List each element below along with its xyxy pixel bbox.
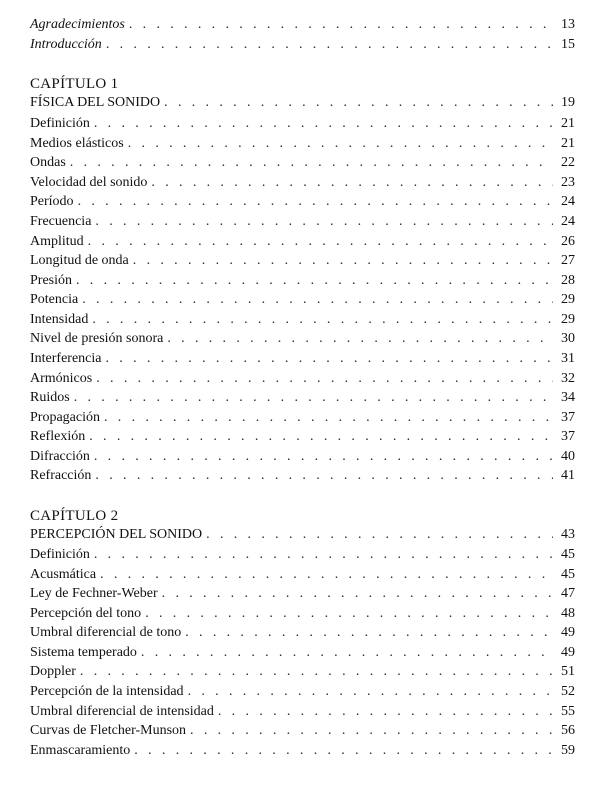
dot-leader	[95, 212, 553, 231]
toc-entry[interactable]	[30, 369, 575, 388]
toc-entry-page: 29	[561, 312, 575, 327]
dot-leader	[167, 329, 553, 348]
toc-entry-title: Reflexión	[30, 429, 86, 444]
toc-entry-title: Sistema temperado	[30, 645, 137, 660]
toc-entry-page: 41	[561, 468, 575, 483]
toc-entry[interactable]	[30, 662, 575, 681]
toc-entry-page: 27	[561, 253, 575, 268]
dot-leader	[76, 271, 553, 290]
toc-entry-page: 21	[561, 116, 575, 131]
toc-entry-title: Frecuencia	[30, 214, 92, 229]
toc-entry[interactable]	[30, 408, 575, 427]
toc-entry-title: Definición	[30, 547, 90, 562]
chapter-title: PERCEPCIÓN DEL SONIDO	[30, 527, 203, 542]
toc-entry-page: 15	[561, 37, 575, 52]
toc-entry-page: 45	[561, 547, 575, 562]
toc-entry-title: Armónicos	[30, 371, 93, 386]
toc-entry-title: Ondas	[30, 155, 66, 170]
dot-leader	[94, 447, 553, 466]
toc-entry-title: Umbral diferencial de intensidad	[30, 704, 214, 719]
toc-entry[interactable]	[30, 466, 575, 485]
dot-leader	[134, 741, 553, 760]
toc-entry-page: 24	[561, 194, 575, 209]
toc-entry-page: 59	[561, 743, 575, 758]
toc-entry[interactable]	[30, 271, 575, 290]
toc-entry-title: Doppler	[30, 664, 76, 679]
chapter-title-entry[interactable]	[30, 525, 575, 544]
dot-leader	[162, 584, 553, 603]
dot-leader	[96, 369, 553, 388]
dot-leader	[94, 545, 553, 564]
toc-entry-page: 52	[561, 684, 575, 699]
dot-leader	[218, 702, 553, 721]
toc-entry-title: Difracción	[30, 449, 90, 464]
toc-entry-page: 22	[561, 155, 575, 170]
dot-leader	[70, 153, 553, 172]
toc-entry-page: 40	[561, 449, 575, 464]
toc-entry-title: Nivel de presión sonora	[30, 331, 164, 346]
dot-leader	[106, 35, 553, 54]
toc-entry-title: Presión	[30, 273, 72, 288]
toc-entry-page: 49	[561, 645, 575, 660]
toc-entry-title: Ley de Fechner-Weber	[30, 586, 158, 601]
dot-leader	[80, 662, 553, 681]
toc-entry-title: Propagación	[30, 410, 100, 425]
toc-entry-title: Introducción	[30, 37, 102, 52]
toc-entry-title: Período	[30, 194, 74, 209]
toc-entry-page: 13	[561, 17, 575, 32]
toc-entry[interactable]	[30, 565, 575, 584]
toc-entry[interactable]	[30, 604, 575, 623]
toc-entry-page: 31	[561, 351, 575, 366]
toc-entry-page: 21	[561, 136, 575, 151]
toc-entry-title: Percepción de la intensidad	[30, 684, 184, 699]
toc-entry[interactable]	[30, 310, 575, 329]
chapter-heading: CAPÍTULO 2	[30, 508, 119, 524]
dot-leader	[95, 466, 553, 485]
toc-entry[interactable]	[30, 134, 575, 153]
chapter-heading: CAPÍTULO 1	[30, 76, 119, 92]
dot-leader	[128, 134, 553, 153]
toc-entry-title: Longitud de onda	[30, 253, 129, 268]
toc-entry[interactable]	[30, 388, 575, 407]
dot-leader	[133, 251, 553, 270]
toc-entry[interactable]	[30, 702, 575, 721]
toc-entry-page: 47	[561, 586, 575, 601]
toc-entry-title: Medios elásticos	[30, 136, 124, 151]
toc-entry-page: 37	[561, 410, 575, 425]
toc-entry-page: 56	[561, 723, 575, 738]
toc-entry[interactable]	[30, 290, 575, 309]
dot-leader	[185, 623, 553, 642]
toc-entry[interactable]	[30, 15, 575, 34]
toc-entry-title: Percepción del tono	[30, 606, 142, 621]
dot-leader	[89, 427, 553, 446]
dot-leader	[190, 721, 553, 740]
toc-entry-page: 51	[561, 664, 575, 679]
toc-entry-title: Acusmática	[30, 567, 97, 582]
toc-entry[interactable]	[30, 153, 575, 172]
dot-leader	[206, 525, 553, 544]
toc-entry-title: Enmascaramiento	[30, 743, 131, 758]
toc-entry-title: Potencia	[30, 292, 79, 307]
toc-entry[interactable]	[30, 427, 575, 446]
toc-entry[interactable]	[30, 682, 575, 701]
toc-entry-page: 32	[561, 371, 575, 386]
dot-leader	[100, 565, 553, 584]
toc-entry-page: 30	[561, 331, 575, 346]
toc-entry[interactable]	[30, 721, 575, 740]
toc-entry-title: Intensidad	[30, 312, 89, 327]
toc-entry[interactable]	[30, 173, 575, 192]
dot-leader	[88, 232, 553, 251]
toc-entry-page: 48	[561, 606, 575, 621]
chapter-title-entry[interactable]	[30, 93, 575, 112]
dot-leader	[141, 643, 553, 662]
chapter-title-page: 19	[561, 95, 575, 110]
dot-leader	[188, 682, 553, 701]
toc-entry-title: Amplitud	[30, 234, 84, 249]
toc-entry[interactable]	[30, 545, 575, 564]
toc-entry[interactable]	[30, 643, 575, 662]
toc-entry[interactable]	[30, 741, 575, 760]
dot-leader	[145, 604, 553, 623]
toc-entry-title: Curvas de Fletcher-Munson	[30, 723, 187, 738]
dot-leader	[92, 310, 553, 329]
toc-entry-page: 37	[561, 429, 575, 444]
toc-entry[interactable]	[30, 35, 575, 54]
dot-leader	[78, 192, 553, 211]
dot-leader	[104, 408, 553, 427]
toc-entry-page: 45	[561, 567, 575, 582]
dot-leader	[106, 349, 554, 368]
toc-entry[interactable]	[30, 251, 575, 270]
toc-entry[interactable]	[30, 447, 575, 466]
toc-entry-page: 28	[561, 273, 575, 288]
toc-entry[interactable]	[30, 232, 575, 251]
toc-entry-page: 24	[561, 214, 575, 229]
toc-entry-title: Interferencia	[30, 351, 102, 366]
toc-entry[interactable]	[30, 192, 575, 211]
toc-entry[interactable]	[30, 349, 575, 368]
toc-entry-page: 55	[561, 704, 575, 719]
toc-entry[interactable]	[30, 329, 575, 348]
toc-entry-page: 34	[561, 390, 575, 405]
toc-entry[interactable]	[30, 114, 575, 133]
toc-entry-title: Refracción	[30, 468, 92, 483]
toc-entry[interactable]	[30, 212, 575, 231]
dot-leader	[74, 388, 553, 407]
toc-entry[interactable]	[30, 584, 575, 603]
chapter-title: FÍSICA DEL SONIDO	[30, 95, 161, 110]
toc-entry-page: 49	[561, 625, 575, 640]
chapter-title-page: 43	[561, 527, 575, 542]
dot-leader	[164, 93, 553, 112]
toc-entry-title: Agradecimientos	[30, 17, 125, 32]
toc-entry-title: Velocidad del sonido	[30, 175, 148, 190]
toc-entry-page: 29	[561, 292, 575, 307]
toc-entry-page: 23	[561, 175, 575, 190]
dot-leader	[94, 114, 553, 133]
toc-entry[interactable]	[30, 623, 575, 642]
dot-leader	[82, 290, 553, 309]
toc-entry-page: 26	[561, 234, 575, 249]
toc-entry-title: Umbral diferencial de tono	[30, 625, 182, 640]
dot-leader	[151, 173, 553, 192]
dot-leader	[129, 15, 553, 34]
toc-entry-title: Ruidos	[30, 390, 70, 405]
toc-entry-title: Definición	[30, 116, 90, 131]
